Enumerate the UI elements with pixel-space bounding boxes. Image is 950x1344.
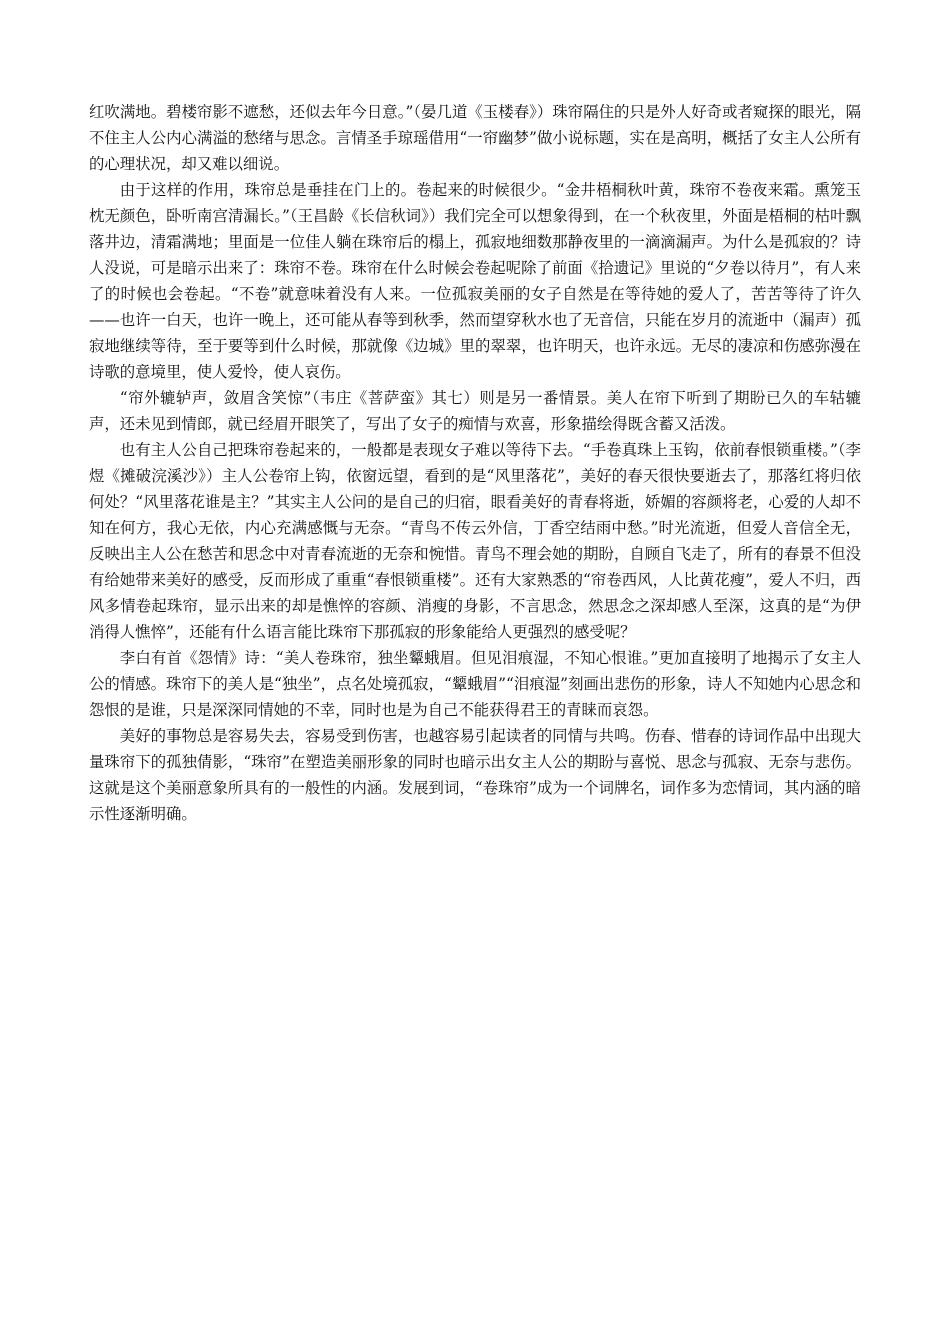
document-page (89, 99, 861, 827)
paragraph-6: 美好的事物总是容易失去，容易受到伤害，也越容易引起读者的同情与共鸣。伤春、惜春的诗词作品中出现大量珠帘下的孤独倩影，“珠帘”在塑造美丽形象的同时也暗示出女主人公的期盼与喜悦、思念与孤寂、无奈与悲伤。这就是这个美丽意象所具有的一般性的内涵。发展到词，“卷珠帘”成为一个词牌名，词作多为恋情词，其内涵的暗示性逐渐明确。 (89, 727, 861, 823)
paragraph-1: 红吹满地。碧楼帘影不遮愁，还似去年今日意。”（晏几道《玉楼春》）珠帘隔住的只是外人好奇或者窥探的眼光，隔不住主人公内心满溢的愁绪与思念。言情圣手琼瑶借用“一帘幽梦”做小说标题，实在是高明，概括了女主人公所有的心理状况，却又难以细说。 (89, 103, 861, 173)
paragraph-5: 李白有首《怨情》诗：“美人卷珠帘，独坐颦蛾眉。但见泪痕湿，不知心恨谁。”更加直接明了地揭示了女主人公的情感。珠帘下的美人是“独坐”，点名处境孤寂，“颦蛾眉”“泪痕湿”刻画出悲伤的形象，诗人不知她内心思念和怨恨的是谁，只是深深同情她的不幸，同时也是为自己不能获得君王的青睐而哀怨。 (89, 649, 861, 719)
paragraph-3: “帘外辘轳声，敛眉含笑惊”（韦庄《菩萨蛮》其七）则是另一番情景。美人在帘下听到了期盼已久的车轱辘声，还未见到情郎，就已经眉开眼笑了，写出了女子的痴情与欢喜，形象描绘得既含蓄又活泼。 (89, 389, 861, 433)
paragraph-2: 由于这样的作用，珠帘总是垂挂在门上的。卷起来的时候很少。“金井梧桐秋叶黄，珠帘不卷夜来霜。熏笼玉枕无颜色，卧听南宫清漏长。”（王昌龄《长信秋词》）我们完全可以想象得到，在一个秋夜里，外面是梧桐的枯叶飘落井边，清霜满地；里面是一位佳人躺在珠帘后的榻上，孤寂地细数那静夜里的一滴滴漏声。为什么是孤寂的？诗人没说，可是暗示出来了：珠帘不卷。珠帘在什么时候会卷起呢除了前面《拾遗记》里说的“夕卷以待月”，有人来了的时候也会卷起。“不卷”就意味着没有人来。一位孤寂美丽的女子自然是在等待她的爱人了，苦苦等待了许久——也许一白天，也许一晚上，还可能从春等到秋季，然而望穿秋水也了无音信，只能在岁月的流逝中（漏声）孤寂地继续等待，至于要等到什么时候，那就像《边城》里的翠翠，也许明天，也许永远。无尽的凄凉和伤感弥漫在诗歌的意境里，使人爱怜，使人哀伤。 (89, 181, 861, 381)
paragraph-4: 也有主人公自己把珠帘卷起来的，一般都是表现女子难以等待下去。“手卷真珠上玉钩，依前春恨锁重楼。”（李煜《摊破浣溪沙》）主人公卷帘上钩，依窗远望，看到的是“风里落花”，美好的春天很快要逝去了，那落红将归依何处？“风里落花谁是主？”其实主人公问的是自己的归宿，眼看美好的青春将逝，娇媚的容颜将老，心爱的人却不知在何方，我心无依，内心充满感慨与无奈。“青鸟不传云外信，丁香空结雨中愁。”时光流逝，但爱人音信全无，反映出主人公在愁苦和思念中对青春流逝的无奈和惋惜。青鸟不理会她的期盼，自顾自飞走了，所有的春景不但没有给她带来美好的感受，反而形成了重重“春恨锁重楼”。还有大家熟悉的“帘卷西风，人比黄花瘦”，爱人不归，西风多情卷起珠帘，显示出来的却是憔悴的容颜、消瘦的身影，不言思念，然思念之深却感人至深，这真的是“为伊消得人憔悴”，还能有什么语言能比珠帘下那孤寂的形象能给人更强烈的感受呢？ (89, 441, 861, 641)
